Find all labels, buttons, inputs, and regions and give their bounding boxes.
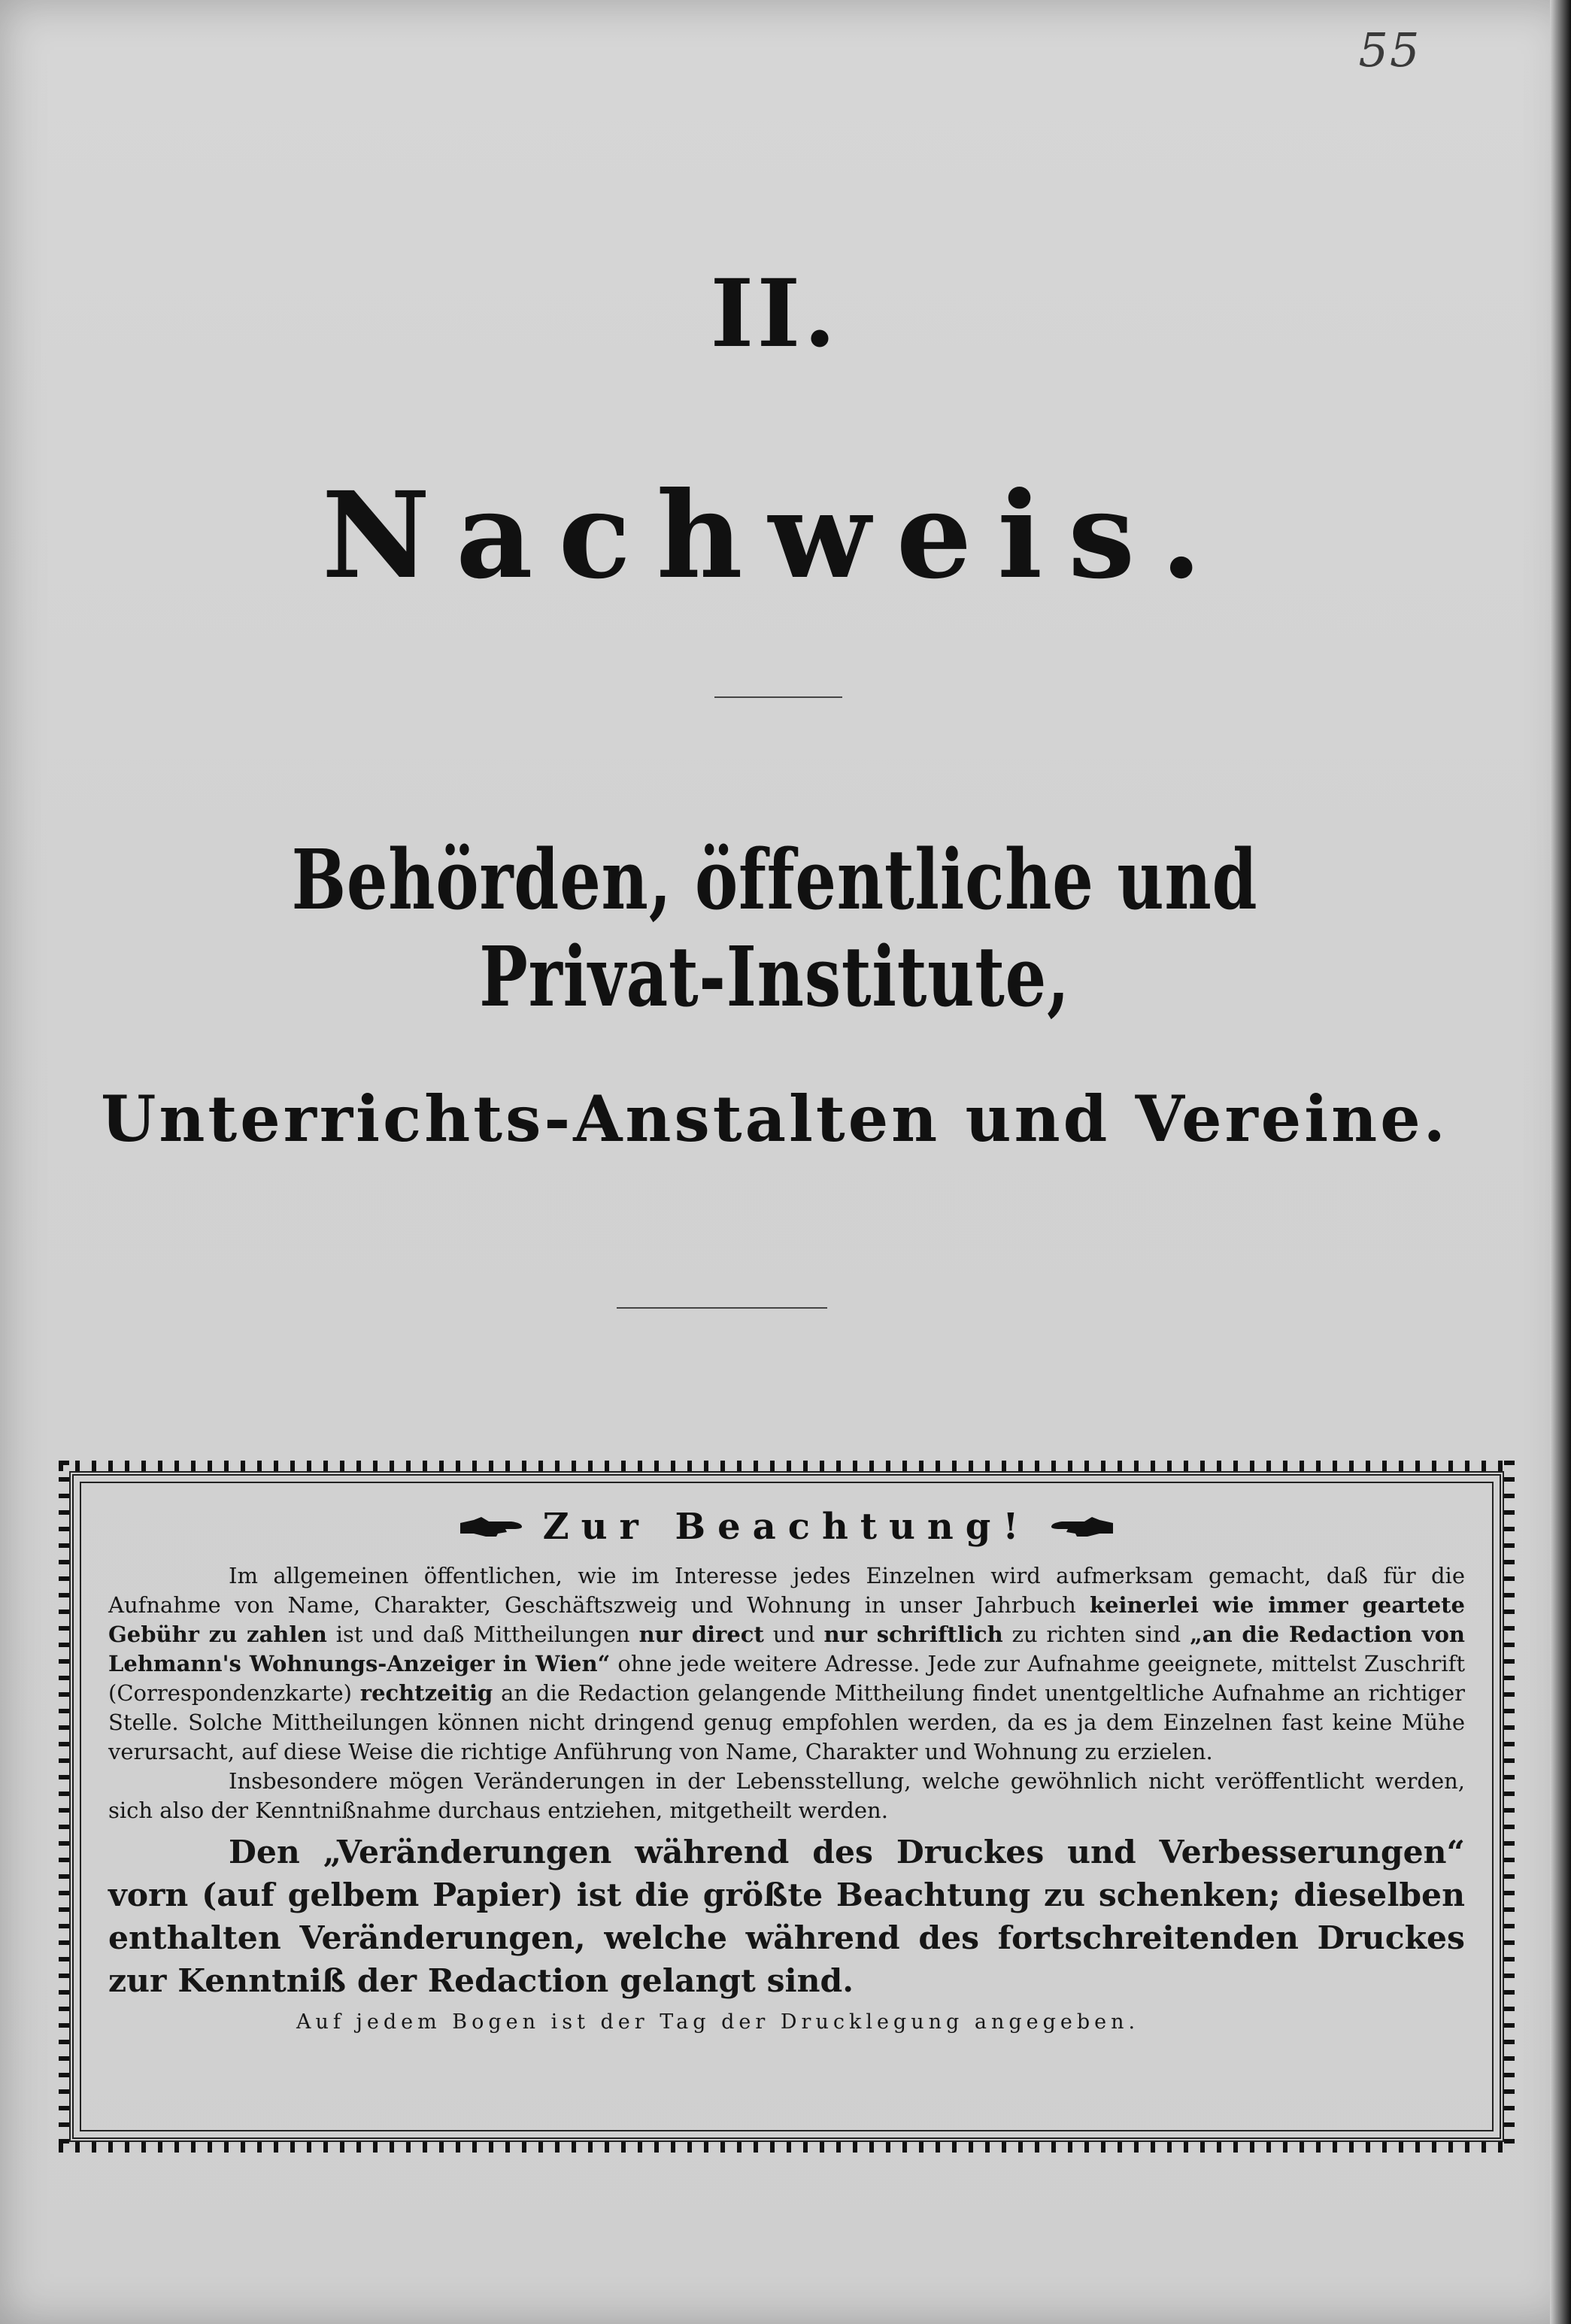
page-title: Nachweis.	[321, 466, 1228, 605]
section-numeral: II.	[710, 259, 839, 369]
page-subtitle-secondary: Unterrichts-Anstalten und Vereine.	[101, 1082, 1448, 1156]
page-subtitle: Behörden, öffentliche und Privat-Institute,	[291, 831, 1258, 1025]
notice-frame	[69, 1471, 1504, 2142]
notice-box	[59, 1461, 1515, 2153]
scan-edge	[1550, 0, 1571, 2324]
notice-title: Zur Beachtung!	[542, 1506, 1031, 1548]
pointing-hand-left-icon	[1050, 1514, 1115, 1540]
divider-rule	[617, 1307, 827, 1309]
notice-footer: Auf jedem Bogen ist der Tag der Drucklegung angegeben.	[296, 2010, 1140, 2034]
notice-paragraph: Insbesondere mögen Veränderungen in der Lebensstellung, welche gewöhnlich nicht veröffentlicht werden, sich also der Kenntnißnahme durchaus entziehen, mitgetheilt werden.	[108, 1768, 1465, 1823]
notice-emphasis-paragraph: Den „Veränderungen während des Druckes und Verbesserungen“ vorn (auf gelbem Papier) ist die größte Beachtung zu schenken; dieselben enthalten Veränderungen, welche während des fortschreitenden Druckes zur Kenntniß der Redaction gelangt sind.	[108, 1834, 1465, 2000]
page-number: 55	[1358, 23, 1421, 77]
notice-paragraph: Im allgemeinen öffentlichen, wie im Interesse jedes Einzelnen wird aufmerksam gemacht, daß für die Aufnahme von Name, Charakter, Geschäftszweig und Wohnung in unser Jahrbuch keinerlei wie immer geartete Gebühr zu zahlen ist und daß Mittheilungen nur direct und nur schriftlich zu richten sind „an die Redaction von Lehmann's Wohnungs-Anzeiger in Wien“ ohne jede weitere Adresse. Jede zur Aufnahme geeignete, mittelst Zuschrift (Correspondenzkarte) rechtzeitig an die Redaction gelangende Mittheilung findet unentgeltliche Aufnahme an richtiger Stelle. Solche Mittheilungen können nicht dringend genug empfohlen werden, da es ja dem Einzelnen fast keine Mühe verursacht, auf diese Weise die richtige Anführung von Name, Charakter und Wohnung zu erzielen.	[108, 1563, 1466, 1764]
notice-heading	[108, 1506, 1465, 1548]
divider-rule	[714, 696, 842, 698]
pointing-hand-right-icon	[459, 1514, 523, 1540]
